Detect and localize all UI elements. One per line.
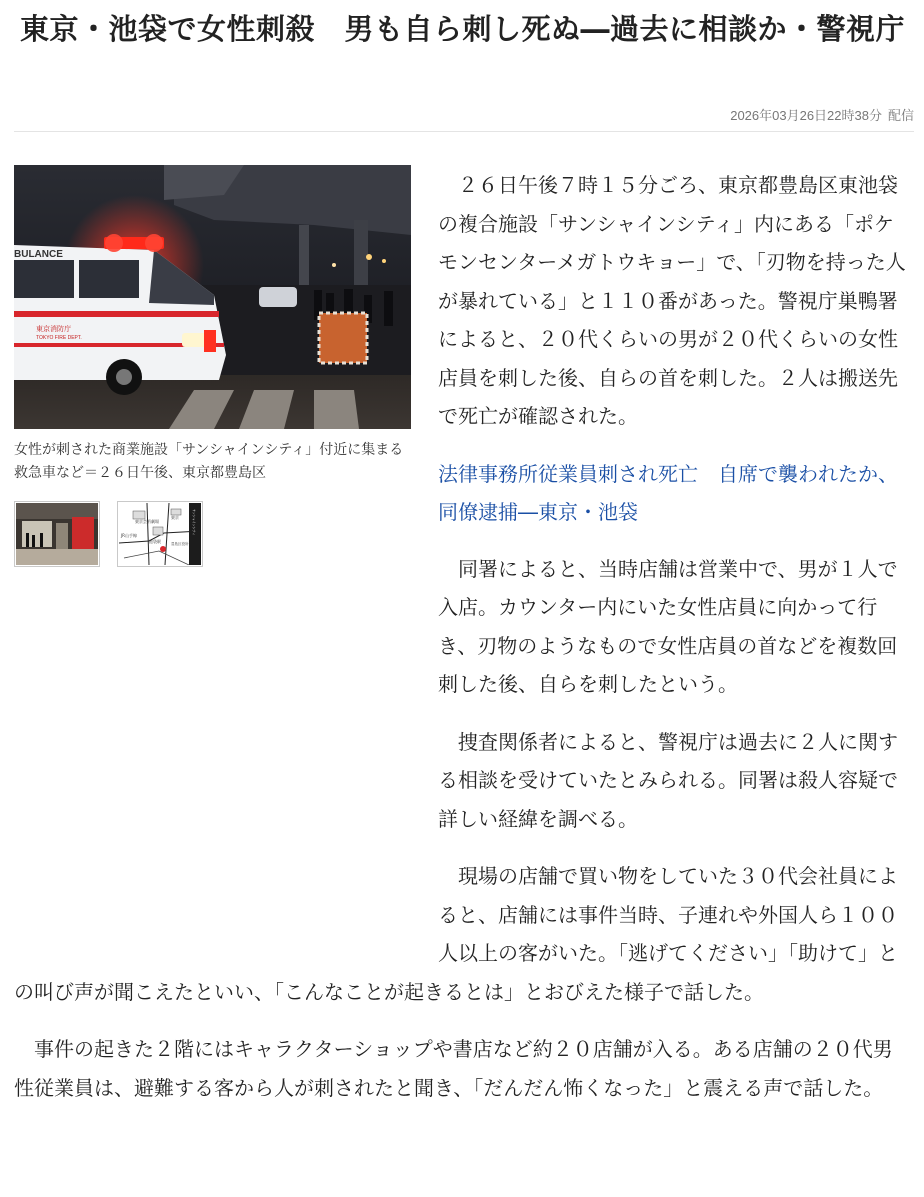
publish-timestamp: 2026年03月26日22時38分: [730, 108, 882, 123]
article-headline: 東京・池袋で女性刺殺 男も自ら刺し死ぬ―過去に相談か・警視庁: [20, 12, 906, 46]
map-label-5: サンシャインシティ: [192, 509, 196, 536]
body-paragraph-4: 現場の店舗で買い物をしていた３０代会社員によると、店舗には事件当時、子連れや外国人ら１００人以上の客がいた。「逃げてください」「助けて」との叫び声が聞こえたといい、「こんなことが起きるとは」とおびえた様子で話した。: [14, 864, 898, 1004]
map-label-2: JR山手線: [121, 533, 137, 538]
media-column-spacer: [14, 166, 438, 951]
ambulance-sublabel: TOKYO FIRE DEPT.: [36, 335, 82, 341]
ambulance-text: BULANCE: [14, 249, 63, 260]
header-divider: [14, 131, 914, 132]
map-label-4: 東京: [171, 515, 179, 520]
body-paragraph-2: 同署によると、当時店舗は営業中で、男が１人で入店。カウンター内にいた女性店員に向かって行き、刃物のようなもので女性店員の首などを複数回刺した後、自らを刺したという。: [438, 556, 898, 696]
map-label-6: 豊島区役所: [171, 542, 189, 546]
article-dateline: [724, 105, 914, 124]
body-paragraph-1: ２６日午後７時１５分ごろ、東京都豊島区東池袋の複合施設「サンシャインシティ」内にある「ポケモンセンターメガトウキョー」で、「刃物を持った人が暴れている」と１１０番があった。警視庁巣鴨署によると、２０代くらいの男が２０代くらいの女性店員を刺した後、自らの首を刺した。２人は搬送先で死亡が確認された。: [438, 173, 906, 428]
body-paragraph-3: 捜査関係者によると、警視庁は過去に２人に関する相談を受けていたとみられる。同署は殺人容疑で詳しい経緯を調べる。: [438, 729, 898, 831]
map-label-1: 東京芸術劇場: [135, 519, 159, 524]
body-paragraph-5: 事件の起きた２階にはキャラクターショップや書店など約２０店舗が入る。ある店舗の２０代男性従業員は、避難する客から人が刺されたと聞き、「だんだん怖くなった」と震える声で話した。: [14, 1037, 893, 1100]
publish-label: 配信: [887, 108, 914, 123]
article-body: [14, 166, 912, 1126]
related-article-link[interactable]: 法律事務所従業員刺され死亡 自席で襲われたか、同僚逮捕―東京・池袋: [438, 461, 898, 524]
map-label-3: 池袋駅: [149, 539, 161, 544]
ambulance-label: 東京消防庁: [36, 325, 71, 333]
photo-caption: 女性が刺された商業施設「サンシャインシティ」付近に集まる救急車など＝２６日午後、東京都豊島区: [14, 442, 404, 481]
